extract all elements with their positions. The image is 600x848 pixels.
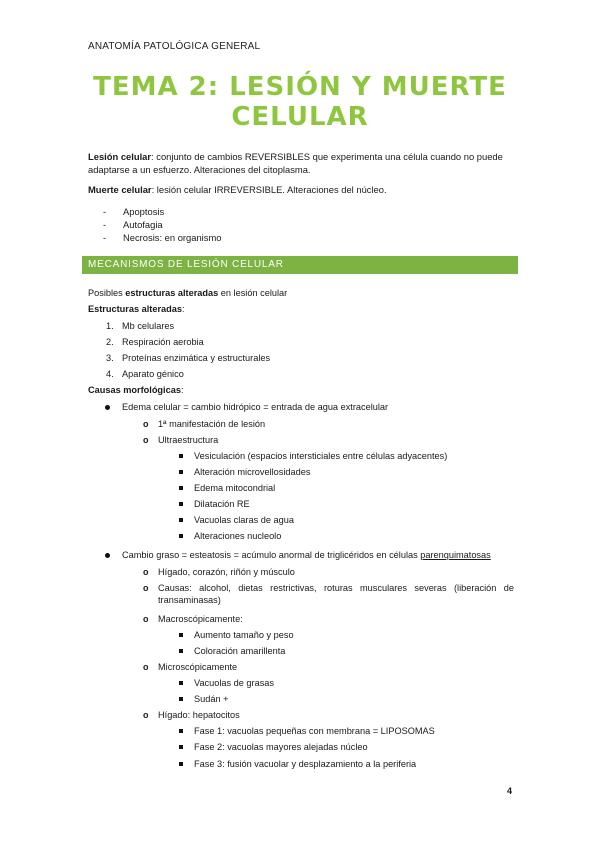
graso-sub-item: Macroscópicamente: xyxy=(158,614,243,624)
numbered-item-text: Respiración aerobia xyxy=(122,337,204,347)
title-line-1: TEMA 2: LESIÓN Y MUERTE xyxy=(93,72,507,102)
lesion-definition xyxy=(88,150,518,176)
causas-heading: Causas morfológicas: xyxy=(88,385,184,395)
graso-sub-item: Causas: alcohol, dietas restrictivas, roturas musculares severas (liberación de transaminasas) xyxy=(158,583,514,605)
ultra-item: Alteraciones nucleolo xyxy=(194,531,282,541)
bullet-o-icon: o xyxy=(143,567,149,577)
edema-sub-item: Ultraestructura xyxy=(158,435,219,445)
list-item: - Necrosis: en organismo xyxy=(103,232,222,243)
graso-sub-item: Microscópicamente xyxy=(158,662,238,672)
list-item: - Apoptosis xyxy=(103,206,165,217)
bullet-square-icon xyxy=(179,502,183,506)
bullet-square-icon xyxy=(179,729,183,733)
section-heading: MECANISMOS DE LESIÓN CELULAR xyxy=(88,259,284,270)
graso-sub-item: Hígado, corazón, riñón y músculo xyxy=(158,567,295,577)
ultra-item: Vesiculación (espacios intersticiales entre células adyacentes) xyxy=(194,451,448,461)
lesion-text-a: : conjunto de cambios xyxy=(151,151,245,162)
macro-item: Aumento tamaño y peso xyxy=(194,630,294,640)
numbered-item-text: Proteínas enzimática y estructurales xyxy=(122,353,271,363)
numbered-item-text: Aparato génico xyxy=(122,369,184,379)
lesion-reversibles: REVERSIBLES xyxy=(244,151,310,162)
bullet-square-icon xyxy=(179,697,183,701)
page-number: 4 xyxy=(507,786,513,796)
numbered-item: 4. xyxy=(106,369,114,379)
ultra-item: Dilatación RE xyxy=(194,499,250,509)
bullet-square-icon xyxy=(179,470,183,474)
numbered-item: 2. xyxy=(106,337,114,347)
running-header: ANATOMÍA PATOLÓGICA GENERAL xyxy=(88,41,261,52)
edema-sub-item: 1ª manifestación de lesión xyxy=(158,419,266,429)
estructuras-heading: Estructuras alteradas: xyxy=(88,304,185,314)
graso-item: Cambio graso = esteatosis = acúmulo anormal de triglicéridos en células parenquimatosas xyxy=(122,550,491,560)
muerte-definition xyxy=(88,183,518,196)
lesion-term: Lesión celular xyxy=(88,151,152,162)
macro-item: Coloración amarillenta xyxy=(194,646,286,656)
bullet-square-icon xyxy=(179,745,183,749)
edema-item: Edema celular = cambio hidrópico = entrada de agua extracelular xyxy=(122,402,389,412)
lesion-text-b: que experimenta una célula cuando no puede adaptarse a un esfuerzo. Alteraciones del citoplasma. xyxy=(88,151,503,175)
micro-item: Vacuolas de grasas xyxy=(194,678,275,688)
micro-item: Sudán + xyxy=(194,694,229,704)
numbered-item: 3. xyxy=(106,353,114,363)
posibles-bold: estructuras alteradas xyxy=(125,288,219,298)
bullet-square-icon xyxy=(179,762,183,766)
page-title xyxy=(0,72,600,132)
bullet-dot-icon xyxy=(105,405,110,410)
bullet-o-icon: o xyxy=(143,419,149,429)
ultra-item: Edema mitocondrial xyxy=(194,483,276,493)
title-line-2: CELULAR xyxy=(231,102,369,132)
bullet-square-icon xyxy=(179,681,183,685)
bullet-o-icon: o xyxy=(143,614,149,624)
bullet-square-icon xyxy=(179,633,183,637)
bullet-square-icon xyxy=(179,454,183,458)
numbered-item-text: Mb celulares xyxy=(122,321,175,331)
bullet-o-icon: o xyxy=(143,583,149,593)
bullet-dot-icon xyxy=(105,553,110,558)
bullet-o-icon: o xyxy=(143,710,149,720)
graso-sub-item: Hígado: hepatocitos xyxy=(158,710,240,720)
bullet-square-icon xyxy=(179,649,183,653)
fase-item: Fase 3: fusión vacuolar y desplazamiento a la periferia xyxy=(194,759,417,769)
posibles-line: Posibles estructuras alteradas en lesión celular xyxy=(88,288,288,298)
ultra-item: Vacuolas claras de agua xyxy=(194,515,294,525)
muerte-term: Muerte celular xyxy=(88,184,152,195)
ultra-item: Alteración microvellosidades xyxy=(194,467,311,477)
fase-item: Fase 2: vacuolas mayores alejadas núcleo xyxy=(194,742,368,752)
muerte-text: : lesión celular IRREVERSIBLE. Alteraciones del núcleo. xyxy=(151,184,387,195)
bullet-square-icon xyxy=(179,534,183,538)
bullet-o-icon: o xyxy=(143,662,149,672)
fase-item: Fase 1: vacuolas pequeñas con membrana = LIPOSOMAS xyxy=(194,726,435,736)
bullet-square-icon xyxy=(179,486,183,490)
muerte-types-list xyxy=(103,205,221,244)
bullet-square-icon xyxy=(179,518,183,522)
numbered-item: 1. xyxy=(106,321,114,331)
section-heading-bar xyxy=(82,256,518,274)
bullet-o-icon: o xyxy=(143,435,149,445)
list-item: - Autofagia xyxy=(103,219,163,230)
